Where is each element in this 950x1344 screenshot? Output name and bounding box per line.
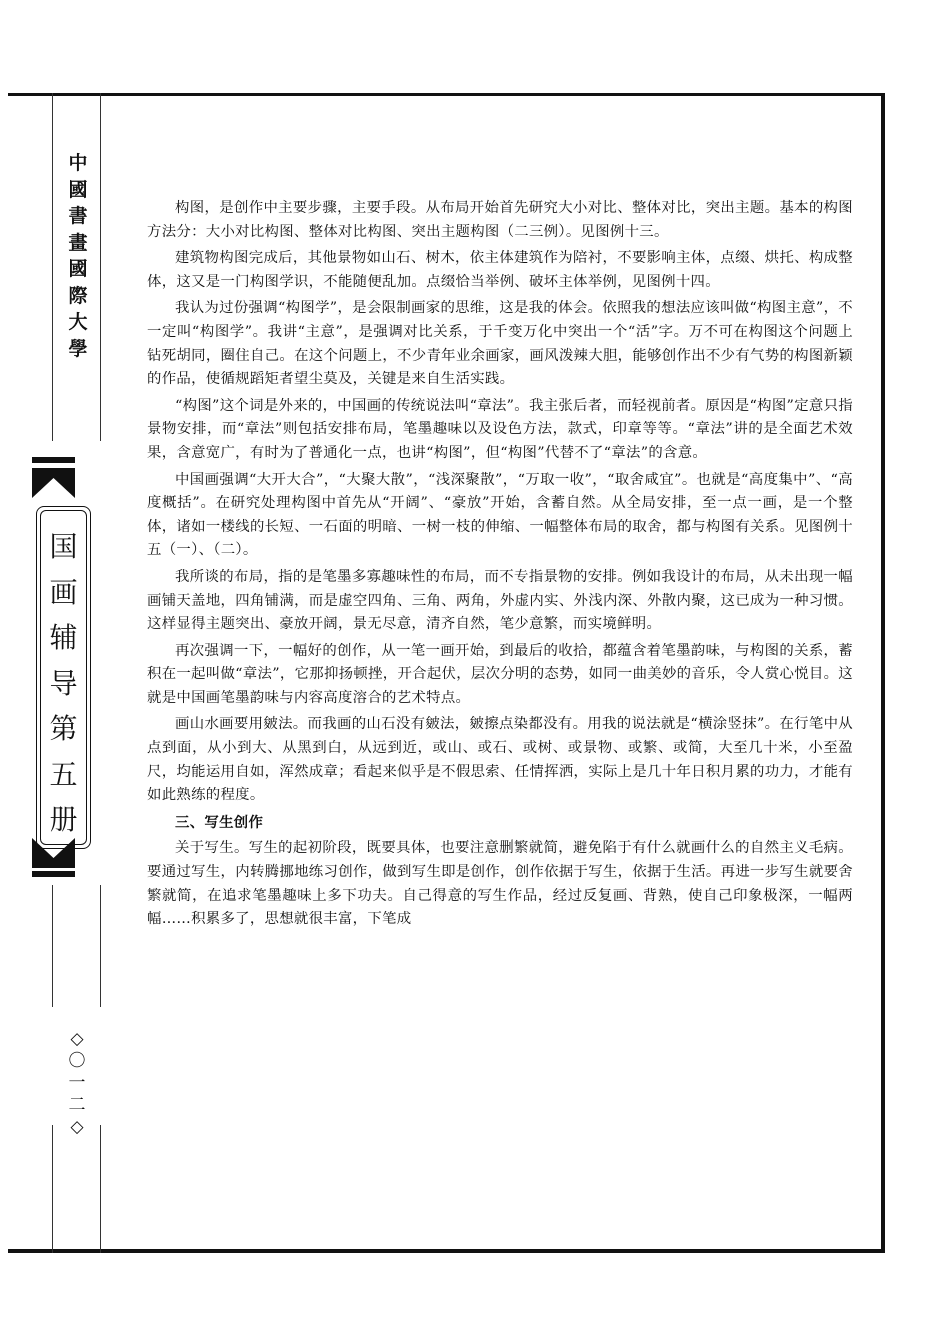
title-char: 畫	[68, 231, 88, 254]
volume-char: 画	[49, 575, 78, 609]
paragraph: 我所谈的布局，指的是笔墨多寡趣味性的布局，而不专指景物的安排。例如我设计的布局，从未出现一幅画铺天盖地，四角铺满，而是虚空四角、三角、两角，外虚内实、外浅内深、外散内聚，这已成为一种习惯。这样显得主题突出、豪放开阔，景无尽意，清齐自然，笔少意繁，而实境鲜明。	[147, 568, 853, 633]
page-number-char: ◇	[70, 1029, 84, 1049]
paragraph: “构图”这个词是外来的，中国画的传统说法叫“章法”。我主张后者，而轻视前者。原因是“构图”定意只指景物安排，而“章法”则包括安排布局，笔墨趣味以及设色方法，款式，印章等等。“章法”讲的是全面艺术效果，含意宽广，有时为了普通化一点，也讲“构图”，但“构图”代替不了“章法”的含意。	[147, 397, 853, 461]
ornament-bar-top	[32, 457, 75, 463]
page-number-char: 〇	[68, 1051, 86, 1071]
volume-char: 辅	[49, 621, 78, 654]
paragraph: 中国画强调“大开大合”，“大聚大散”，“浅深聚散”，“万取一收”，“取舍咸宜”。也就是“高度集中”、“高度概括”。在研究处理构图中首先从“开阔”、“豪放”开始，含蓄自然。从全局安排，至一点一画，是一个整体，诸如一楼线的长短、一石面的明暗、一树一枝的伸缩、一幅整体布局的取舍，都与构图有关系。见图例十五（一）、（二）。	[147, 471, 853, 559]
section-heading: 三、写生创作	[175, 813, 264, 831]
page-number-char: ◇	[70, 1117, 84, 1137]
margin-line	[52, 93, 53, 441]
margin-line	[100, 885, 101, 1007]
paragraph: 再次强调一下，一幅好的创作，从一笔一画开始，到最后的收拾，都蕴含着笔墨韵味，与构图的关系，蓄积在一起叫做“章法”，它那抑扬顿挫，开合起伏，层次分明的态势，如同一曲美妙的音乐，令人赏心悦目。这就是中国画笔墨韵味与内容高度溶合的艺术特点。	[147, 642, 853, 706]
paragraph: 我认为过份强调“构图学”，是会限制画家的思维，这是我的体会。依照我的想法应该叫做“构图主意”，不一定叫“构图学”。我讲“主意”，是强调对比关系，于千变万化中突出一个“活”字。万不可在构图这个问题上钻死胡同，圈住自己。在这个问题上，不少青年业余画家，画风泼辣大胆，能够创作出不少有气势的构图新颖的作品，使循规蹈矩者望尘莫及，关键是来自生活实践。	[147, 300, 853, 388]
title-char: 國	[68, 258, 88, 280]
page-number-char: 一	[68, 1073, 86, 1093]
paragraph: 建筑物构图完成后，其他景物如山石、树木，依主体建筑作为陪衬，不要影响主体，点缀、烘托、构成整体，这又是一门构图学识，不能随便乱加。点缀恰当举例、破坏主体举例，见图例十四。	[147, 250, 853, 290]
body-text	[147, 197, 853, 935]
university-title	[64, 150, 92, 362]
title-char: 國	[68, 178, 88, 201]
paragraph: 构图，是创作中主要步骤，主要手段。从布局开始首先研究大小对比、整体对比，突出主题。基本的构图方法分：大小对比构图、整体对比构图、突出主题构图（二三例）。见图例十三。	[147, 200, 853, 240]
title-char: 書	[68, 205, 88, 227]
ornament-bar-bottom	[32, 871, 75, 877]
margin-line	[100, 1125, 101, 1253]
volume-char: 导	[49, 666, 78, 700]
ornament-cap-top	[32, 468, 75, 498]
margin-line	[52, 885, 53, 1007]
page-number-char: 二	[68, 1095, 86, 1115]
title-char: 學	[68, 337, 88, 360]
margin-line	[52, 1125, 53, 1253]
page-number	[64, 1028, 90, 1138]
volume-char: 五	[49, 757, 78, 791]
title-char: 大	[68, 311, 88, 333]
ornament-cap-bottom	[32, 838, 75, 868]
volume-char: 第	[49, 712, 78, 745]
paragraph: 关于写生。写生的起初阶段，既要具体，也要注意删繁就简，避免陷于有什么就画什么的自然主义毛病。要通过写生，内转腾挪地练习创作，做到写生即是创作，创作依据于写生，依据于生活。再进一步写生就要舍繁就简，在追求笔墨趣味上多下功夫。自己得意的写生作品，经过反复画、背熟，使自己印象极深，一幅两幅……积累多了，思想就很丰富，下笔成	[147, 840, 853, 928]
title-char: 中	[68, 152, 88, 174]
volume-char: 册	[49, 803, 78, 836]
paragraph: 画山水画要用皴法。而我画的山石没有皴法，皴擦点染都没有。用我的说法就是“横涂竖抹”。在行笔中从点到面，从小到大、从黑到白，从远到近，或山、或石、或树、或景物、或繁、或简，大至几十米，小至盈尺，均能运用自如，浑然成章；看起来似乎是不假思索、任情挥洒，实际上是几十年日积月累的功力，才能有如此熟练的程度。	[147, 716, 853, 804]
margin-line	[100, 93, 101, 441]
title-char: 際	[68, 284, 88, 307]
volume-char: 国	[49, 530, 78, 563]
volume-title	[41, 524, 86, 843]
